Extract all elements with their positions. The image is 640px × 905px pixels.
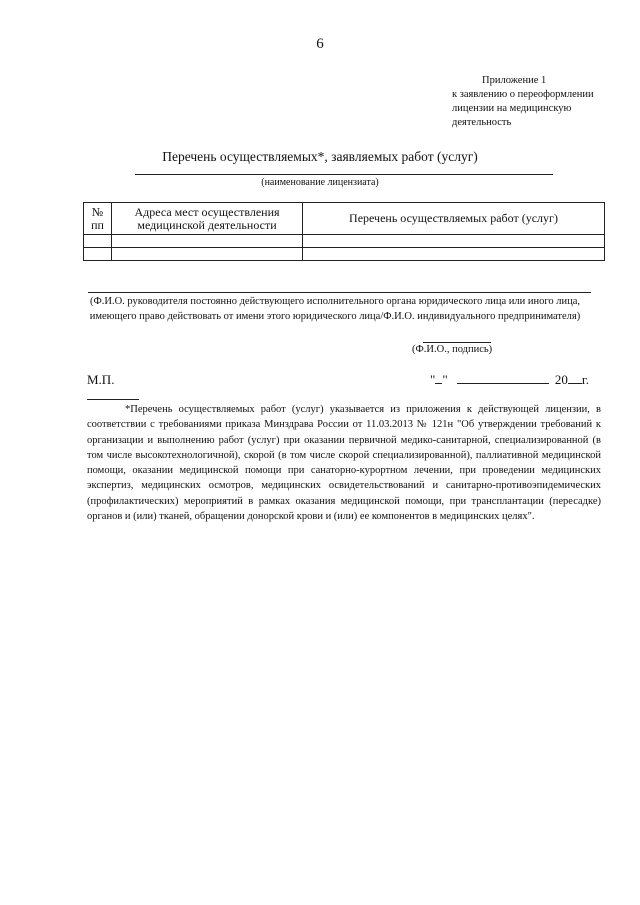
appendix-line-1: Приложение 1	[482, 75, 547, 86]
head-caption: (Ф.И.О. руководителя постоянно действующего исполнительного органа юридического лица или иного лица, имеющего право действовать от имени этого юридического лица/Ф.И.О. индивидуального предпринимателя)	[89, 296, 581, 322]
year-suffix: г.	[581, 372, 589, 387]
footnote: *Перечень осуществляемых работ (услуг) указывается из приложения к действующей лицензии, в соответствии с требованиями приказа Минздрава России от 11.03.2013 № 121н "Об утверждении требований к организации и выполнению работ (услуг) при оказании первичной медико-санитарной, специализированной (в том числе высокотехнологичной), скорой (в том числе скорой специализированной), паллиативной медицинской помощи, оказании медицинской помощи при санаторно-курортном лечении, при проведении медицинских экспертиз, медицинских осмотров, медицинских освидетельствований и санитарно-противоэпидемических (профилактических) мероприятий в рамках оказания медицинской помощи, при трансплантации (пересадке) органов и (или) тканей, обращении донорской крови и (или) ее компонентов в медицинских целях".	[87, 404, 601, 523]
appendix-note	[452, 74, 594, 130]
footnote-rule	[87, 399, 139, 400]
form-title: Перечень осуществляемых*, заявляемых работ (услуг)	[162, 149, 478, 164]
table-cell	[112, 235, 303, 248]
licensee-name-line	[135, 174, 553, 175]
date-open-quote: "	[430, 372, 436, 387]
table-cell	[303, 248, 605, 261]
appendix-line-4: деятельность	[452, 117, 512, 128]
works-table	[83, 202, 605, 261]
head-name-line	[88, 292, 591, 293]
table-cell	[84, 248, 112, 261]
table-cell	[112, 248, 303, 261]
table-header-row	[84, 203, 605, 235]
year-blank	[568, 372, 582, 384]
appendix-line-2: к заявлению о переоформлении	[452, 89, 594, 100]
table-row	[84, 235, 605, 248]
header-addresses: Адреса мест осуществления медицинской деятельности	[112, 203, 303, 235]
header-number: № пп	[84, 203, 112, 235]
appendix-line-3: лицензии на медицинскую	[452, 103, 572, 114]
signature-caption: (Ф.И.О., подпись)	[412, 344, 493, 355]
table-row	[84, 248, 605, 261]
date-field	[430, 372, 589, 388]
licensee-caption: (наименование лицензиата)	[261, 177, 379, 188]
signature-line	[423, 342, 491, 343]
stamp-label: М.П.	[87, 372, 115, 387]
month-blank	[457, 372, 549, 384]
page-number: 6	[316, 36, 324, 52]
year-prefix: 20	[554, 372, 568, 387]
table-cell	[84, 235, 112, 248]
header-works: Перечень осуществляемых работ (услуг)	[303, 203, 605, 235]
table-cell	[303, 235, 605, 248]
date-close-quote: "	[442, 372, 448, 387]
